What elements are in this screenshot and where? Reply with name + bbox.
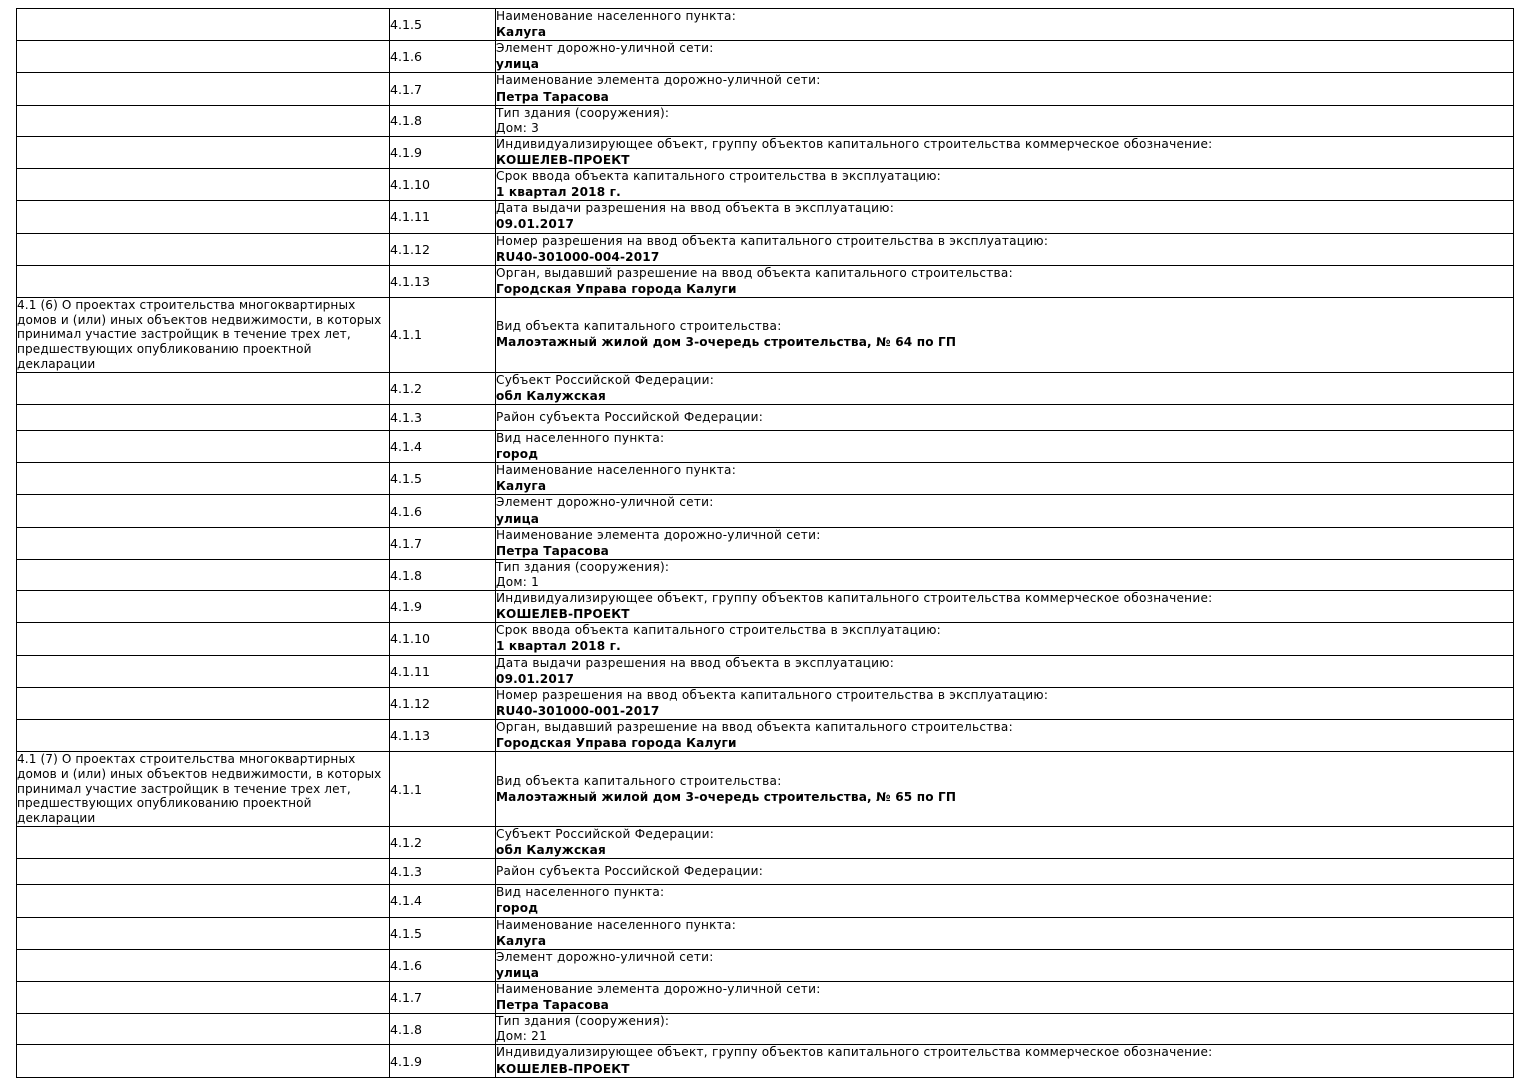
section-cell-empty	[17, 136, 390, 168]
table-row	[17, 655, 1514, 687]
section-cell-empty	[17, 949, 390, 981]
row-body	[496, 885, 1514, 917]
table-row	[17, 265, 1514, 297]
row-label: Наименование населенного пункта:	[496, 463, 737, 478]
row-number: 4.1.3	[390, 859, 496, 885]
section-label-41-6: 4.1 (6) О проектах строительства многоквартирных домов и (или) иных объектов недвижимости, в которых принимал участие застройщик в течение трех лет, предшествующих опубликованию проектной декларации	[17, 297, 390, 372]
section-label-41-7: 4.1 (7) О проектах строительства многоквартирных домов и (или) иных объектов недвижимости, в которых принимал участие застройщик в течение трех лет, предшествующих опубликованию проектной декларации	[17, 752, 390, 827]
row-number: 4.1.5	[390, 917, 496, 949]
table-row	[17, 169, 1514, 201]
row-label: Орган, выдавший разрешение на ввод объекта капитального строительства:	[496, 265, 1013, 280]
row-label: Наименование элемента дорожно-уличной сети:	[496, 73, 821, 88]
row-body	[496, 1045, 1514, 1077]
row-label: Район субъекта Российской Федерации:	[496, 409, 764, 424]
row-label: Индивидуализирующее объект, группу объектов капитального строительства коммерческое обозначение:	[496, 1045, 1213, 1060]
row-number: 4.1.3	[390, 404, 496, 430]
section-cell-empty	[17, 527, 390, 559]
section-cell-empty	[17, 431, 390, 463]
row-value: Калуга	[496, 25, 547, 40]
row-label: Наименование элемента дорожно-уличной сети:	[496, 527, 821, 542]
section-cell-empty	[17, 559, 390, 590]
row-number: 4.1.10	[390, 623, 496, 655]
row-value: улица	[496, 57, 540, 72]
row-number: 4.1.6	[390, 495, 496, 527]
row-label: Наименование элемента дорожно-уличной сети:	[496, 981, 821, 996]
table-row	[17, 463, 1514, 495]
row-number: 4.1.7	[390, 981, 496, 1013]
row-number: 4.1.1	[390, 297, 496, 372]
section-cell-empty	[17, 687, 390, 719]
row-value: Петра Тарасова	[496, 998, 609, 1013]
row-value: улица	[496, 965, 540, 980]
table-row	[17, 752, 1514, 827]
row-body	[496, 136, 1514, 168]
section-cell-empty	[17, 463, 390, 495]
row-body	[496, 169, 1514, 201]
section-cell-empty	[17, 233, 390, 265]
row-value: Малоэтажный жилой дом 3-очередь строительства, № 65 по ГП	[496, 789, 957, 804]
row-number: 4.1.7	[390, 527, 496, 559]
row-label: Номер разрешения на ввод объекта капитального строительства в эксплуатацию:	[496, 233, 1049, 248]
row-value: Малоэтажный жилой дом 3-очередь строительства, № 64 по ГП	[496, 335, 957, 350]
section-cell-empty	[17, 265, 390, 297]
row-label: Тип здания (сооружения):	[496, 105, 670, 120]
table-row	[17, 297, 1514, 372]
row-body	[496, 655, 1514, 687]
row-body	[496, 73, 1514, 105]
row-label: Номер разрешения на ввод объекта капитального строительства в эксплуатацию:	[496, 687, 1049, 702]
row-value: Городская Управа города Калуги	[496, 281, 737, 296]
row-label: Тип здания (сооружения):	[496, 1014, 670, 1029]
section-cell-empty	[17, 720, 390, 752]
table-row	[17, 559, 1514, 590]
section-cell-empty	[17, 201, 390, 233]
row-label: Наименование населенного пункта:	[496, 9, 737, 23]
section-cell-empty	[17, 169, 390, 201]
row-number: 4.1.5	[390, 463, 496, 495]
row-value: Калуга	[496, 933, 547, 948]
section-cell-empty	[17, 73, 390, 105]
section-cell-empty	[17, 885, 390, 917]
row-value: 09.01.2017	[496, 671, 575, 686]
row-body	[496, 265, 1514, 297]
row-body	[496, 1014, 1514, 1045]
table-row	[17, 1045, 1514, 1077]
row-number: 4.1.1	[390, 752, 496, 827]
row-body	[496, 463, 1514, 495]
row-value: Петра Тарасова	[496, 89, 609, 104]
section-cell-empty	[17, 981, 390, 1013]
row-value: Калуга	[496, 479, 547, 494]
row-label: Индивидуализирующее объект, группу объектов капитального строительства коммерческое обозначение:	[496, 136, 1213, 151]
table-row	[17, 527, 1514, 559]
table-row	[17, 981, 1514, 1013]
row-value: Дом: 21	[496, 1029, 548, 1044]
table-row	[17, 372, 1514, 404]
row-label: Район субъекта Российской Федерации:	[496, 864, 764, 879]
row-body	[496, 297, 1514, 372]
row-body	[496, 591, 1514, 623]
row-value: КОШЕЛЕВ-ПРОЕКТ	[496, 152, 630, 167]
row-value: Дом: 1	[496, 575, 540, 590]
row-body	[496, 981, 1514, 1013]
row-number: 4.1.12	[390, 233, 496, 265]
row-value: Городская Управа города Калуги	[496, 736, 737, 751]
row-body	[496, 752, 1514, 827]
row-body	[496, 720, 1514, 752]
row-body	[496, 559, 1514, 590]
table-row	[17, 917, 1514, 949]
row-value: Петра Тарасова	[496, 543, 609, 558]
row-value: 1 квартал 2018 г.	[496, 185, 621, 200]
row-label: Дата выдачи разрешения на ввод объекта в эксплуатацию:	[496, 201, 895, 216]
section-cell-empty	[17, 917, 390, 949]
row-number: 4.1.6	[390, 41, 496, 73]
section-cell-empty	[17, 859, 390, 885]
row-number: 4.1.8	[390, 1014, 496, 1045]
project-declaration-table	[16, 8, 1514, 1078]
table-row	[17, 495, 1514, 527]
section-cell-empty	[17, 105, 390, 136]
row-number: 4.1.9	[390, 136, 496, 168]
row-number: 4.1.7	[390, 73, 496, 105]
row-number: 4.1.9	[390, 591, 496, 623]
row-value: город	[496, 447, 539, 462]
section-cell-empty	[17, 1045, 390, 1077]
table-row	[17, 949, 1514, 981]
row-number: 4.1.10	[390, 169, 496, 201]
row-value: город	[496, 901, 539, 916]
row-body	[496, 527, 1514, 559]
row-number: 4.1.2	[390, 372, 496, 404]
row-number: 4.1.13	[390, 720, 496, 752]
table-row	[17, 859, 1514, 885]
table-row	[17, 826, 1514, 858]
row-number: 4.1.6	[390, 949, 496, 981]
row-label: Наименование населенного пункта:	[496, 917, 737, 932]
row-body	[496, 233, 1514, 265]
row-number: 4.1.13	[390, 265, 496, 297]
row-value: КОШЕЛЕВ-ПРОЕКТ	[496, 607, 630, 622]
section-cell-empty	[17, 623, 390, 655]
section-cell-empty	[17, 9, 390, 41]
table-row	[17, 105, 1514, 136]
table-row	[17, 623, 1514, 655]
table-row	[17, 720, 1514, 752]
section-cell-empty	[17, 591, 390, 623]
section-cell-empty	[17, 495, 390, 527]
row-number: 4.1.11	[390, 655, 496, 687]
row-label: Субъект Российской Федерации:	[496, 372, 715, 387]
row-number: 4.1.4	[390, 431, 496, 463]
row-body	[496, 826, 1514, 858]
table-row	[17, 201, 1514, 233]
row-label: Субъект Российской Федерации:	[496, 826, 715, 841]
row-value: обл Калужская	[496, 388, 606, 403]
row-number: 4.1.5	[390, 9, 496, 41]
row-number: 4.1.2	[390, 826, 496, 858]
table-row	[17, 9, 1514, 41]
row-body	[496, 9, 1514, 41]
row-body	[496, 949, 1514, 981]
row-body	[496, 404, 1514, 430]
row-label: Орган, выдавший разрешение на ввод объекта капитального строительства:	[496, 720, 1013, 735]
row-number: 4.1.12	[390, 687, 496, 719]
row-number: 4.1.9	[390, 1045, 496, 1077]
row-label: Элемент дорожно-уличной сети:	[496, 41, 714, 56]
row-label: Срок ввода объекта капитального строительства в эксплуатацию:	[496, 623, 941, 638]
row-value: 09.01.2017	[496, 217, 575, 232]
row-number: 4.1.8	[390, 105, 496, 136]
table-row	[17, 41, 1514, 73]
row-value: Дом: 3	[496, 120, 540, 135]
table-row	[17, 431, 1514, 463]
section-cell-empty	[17, 41, 390, 73]
section-cell-empty	[17, 372, 390, 404]
row-label: Элемент дорожно-уличной сети:	[496, 949, 714, 964]
table-row	[17, 404, 1514, 430]
row-label: Дата выдачи разрешения на ввод объекта в эксплуатацию:	[496, 655, 895, 670]
row-body	[496, 623, 1514, 655]
row-label: Вид объекта капитального строительства:	[496, 773, 782, 788]
row-number: 4.1.11	[390, 201, 496, 233]
table-row	[17, 233, 1514, 265]
row-label: Вид населенного пункта:	[496, 431, 665, 446]
row-body	[496, 372, 1514, 404]
section-cell-empty	[17, 1014, 390, 1045]
row-body	[496, 105, 1514, 136]
row-value: RU40-301000-004-2017	[496, 249, 660, 264]
section-cell-empty	[17, 655, 390, 687]
row-value: RU40-301000-001-2017	[496, 703, 660, 718]
section-cell-empty	[17, 404, 390, 430]
table-row	[17, 885, 1514, 917]
row-body	[496, 495, 1514, 527]
row-body	[496, 431, 1514, 463]
table-row	[17, 687, 1514, 719]
row-number: 4.1.4	[390, 885, 496, 917]
section-cell-empty	[17, 826, 390, 858]
row-number: 4.1.8	[390, 559, 496, 590]
row-body	[496, 859, 1514, 885]
row-body	[496, 687, 1514, 719]
row-value: КОШЕЛЕВ-ПРОЕКТ	[496, 1061, 630, 1076]
table-row	[17, 136, 1514, 168]
row-label: Вид объекта капитального строительства:	[496, 319, 782, 334]
row-label: Вид населенного пункта:	[496, 885, 665, 900]
table-row	[17, 591, 1514, 623]
row-label: Тип здания (сооружения):	[496, 559, 670, 574]
row-label: Элемент дорожно-уличной сети:	[496, 495, 714, 510]
row-body	[496, 201, 1514, 233]
row-value: 1 квартал 2018 г.	[496, 639, 621, 654]
row-body	[496, 41, 1514, 73]
row-body	[496, 917, 1514, 949]
table-row	[17, 73, 1514, 105]
row-label: Индивидуализирующее объект, группу объектов капитального строительства коммерческое обозначение:	[496, 591, 1213, 606]
table-row	[17, 1014, 1514, 1045]
row-label: Срок ввода объекта капитального строительства в эксплуатацию:	[496, 169, 941, 184]
row-value: обл Калужская	[496, 843, 606, 858]
row-value: улица	[496, 511, 540, 526]
